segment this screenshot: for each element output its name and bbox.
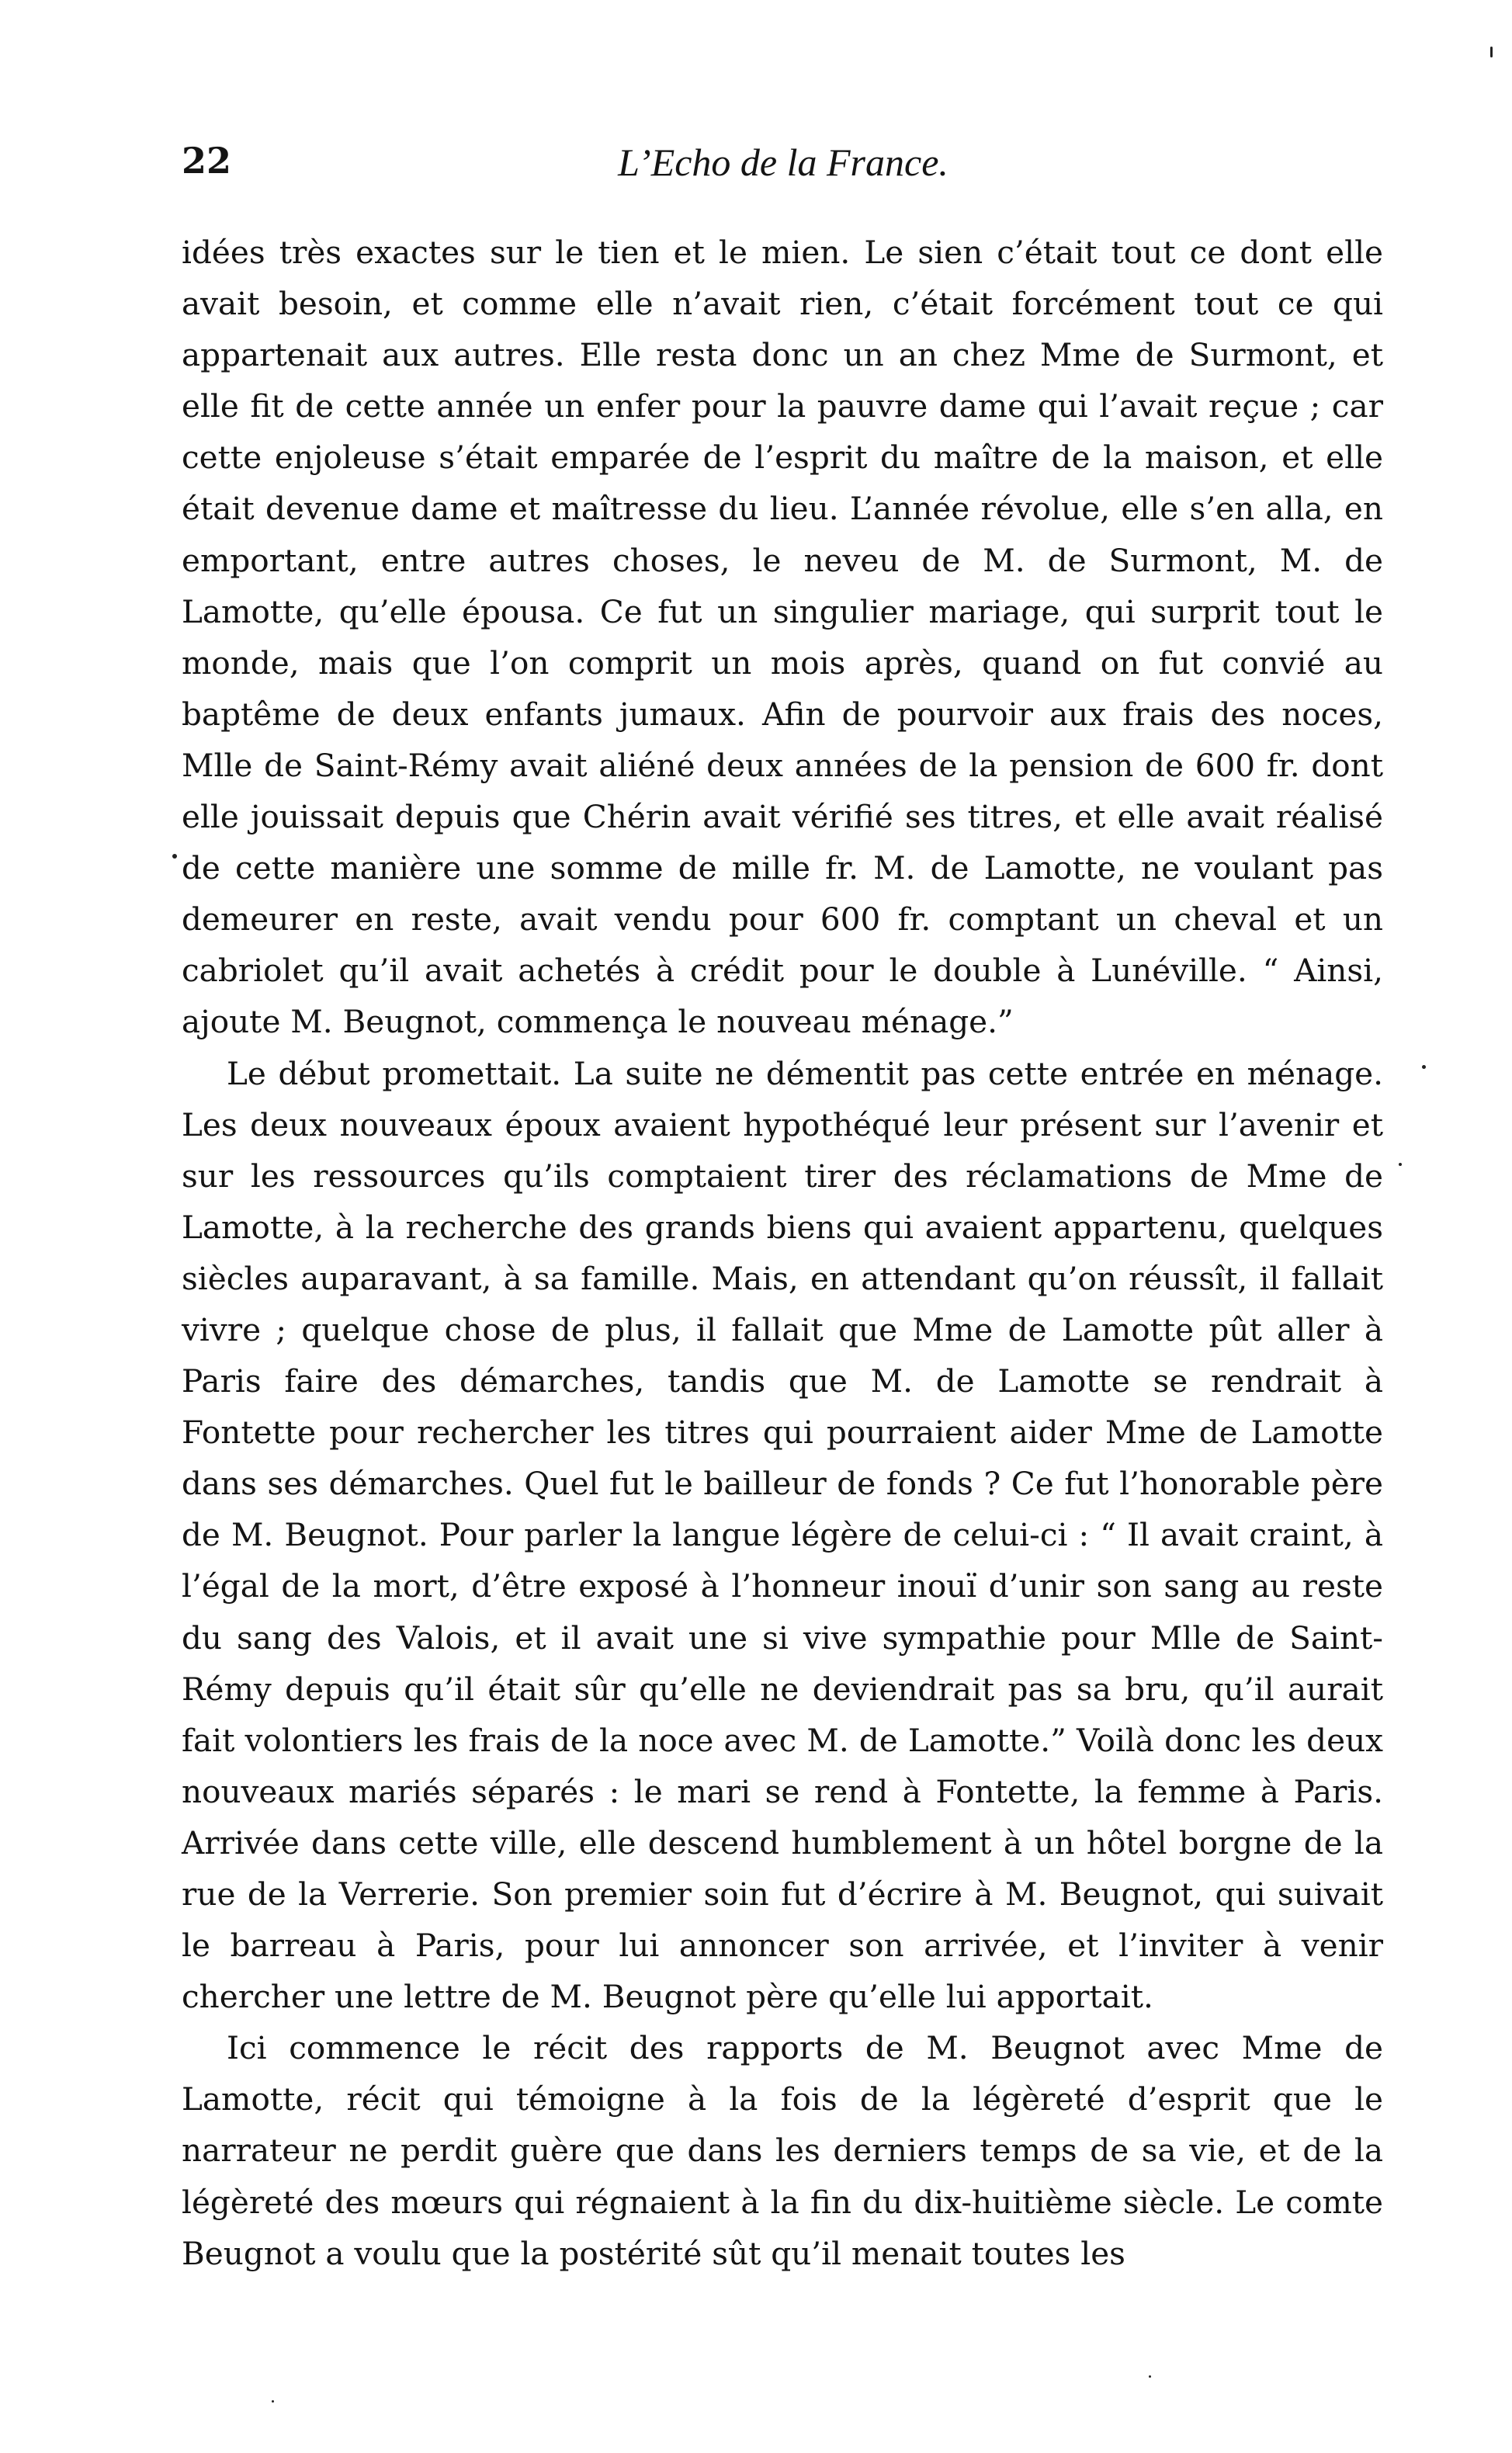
scan-speck <box>1490 47 1493 57</box>
paragraph-2: Le début promettait. La suite ne démentit pas cette entrée en ménage. Les deux nouveaux époux avaient hypothéqué leur présent sur l’avenir et sur les ressources qu’ils comptaient tirer des réclamations de Mme de Lamotte, à la recherche des grands biens qui avaient appartenu, quelques siècles auparavant, à sa famille. Mais, en attendant qu’on réussît, il fallait vivre ; quelque chose de plus, il fallait que Mme de Lamotte pût aller à Paris faire des démarches, tandis que M. de Lamotte se rendrait à Fontette pour rechercher les titres qui pourraient aider Mme de Lamotte dans ses démarches. Quel fut le bailleur de fonds ? Ce fut l’honorable père de M. Beugnot. Pour parler la langue légère de celui-ci : “ Il avait craint, à l’égal de la mort, d’être exposé à l’honneur inouï d’unir son sang au reste du sang des Valois, et il avait une si vive sympathie pour Mlle de Saint-Rémy depuis qu’il était sûr qu’elle ne deviendrait pas sa bru, qu’il aurait fait volontiers les frais de la noce avec M. de Lamotte.” Voilà donc les deux nouveaux mariés séparés : le mari se rend à Fontette, la femme à Paris. Arrivée dans cette ville, elle descend humblement à un hôtel borgne de la rue de la Verrerie. Son premier soin fut d’écrire à M. Beugnot, qui suivait le barreau à Paris, pour lui annoncer son arrivée, et l’inviter à venir chercher une lettre de M. Beugnot père qu’elle lui apportait. <box>182 1054 1383 2016</box>
scan-speck <box>1422 1065 1426 1069</box>
running-title: L’Echo de la France. <box>618 141 948 184</box>
page-number: 22 <box>182 140 232 182</box>
scan-speck <box>172 854 177 859</box>
paragraph-3: Ici commence le récit des rapports de M. Beugnot avec Mme de Lamotte, récit qui témoigne à la fois de la légèreté d’esprit que le narrateur ne perdit guère que dans les derniers temps de sa vie, et de la légèreté des mœurs qui régnaient à la fin du dix-huitième siècle. Le comte Beugnot a voulu que la postérité sût qu’il menait toutes les <box>182 2029 1383 2272</box>
paragraph-1: idées très exactes sur le tien et le mien. Le sien c’était tout ce dont elle avait besoin, et comme elle n’avait rien, c’était forcément tout ce qui appartenait aux autres. Elle resta donc un an chez Mme de Surmont, et elle fit de cette année un enfer pour la pauvre dame qui l’avait reçue ; car cette enjoleuse s’était emparée de l’esprit du maître de la maison, et elle était devenue dame et maîtresse du lieu. L’année révolue, elle s’en alla, en emportant, entre autres choses, le neveu de M. de Surmont, M. de Lamotte, qu’elle épousa. Ce fut un singulier mariage, qui surprit tout le monde, mais que l’on comprit un mois après, quand on fut convié au baptême de deux enfants jumaux. Afin de pourvoir aux frais des noces, Mlle de Saint-Rémy avait aliéné deux années de la pension de 600 fr. dont elle jouissait depuis que Chérin avait vérifié ses titres, et elle avait réalisé de cette manière une somme de mille fr. M. de Lamotte, ne voulant pas demeurer en reste, avait vendu pour 600 fr. comptant un cheval et un cabriolet qu’il avait achetés à crédit pour le double à Lunéville. “ Ainsi, ajoute M. Beugnot, commença le nouveau ménage.” <box>182 234 1383 1041</box>
body-text <box>182 227 1383 2279</box>
running-head <box>182 140 1385 194</box>
scan-speck <box>272 2400 274 2403</box>
scan-speck <box>1149 2375 1151 2378</box>
scan-speck <box>1399 1163 1402 1166</box>
